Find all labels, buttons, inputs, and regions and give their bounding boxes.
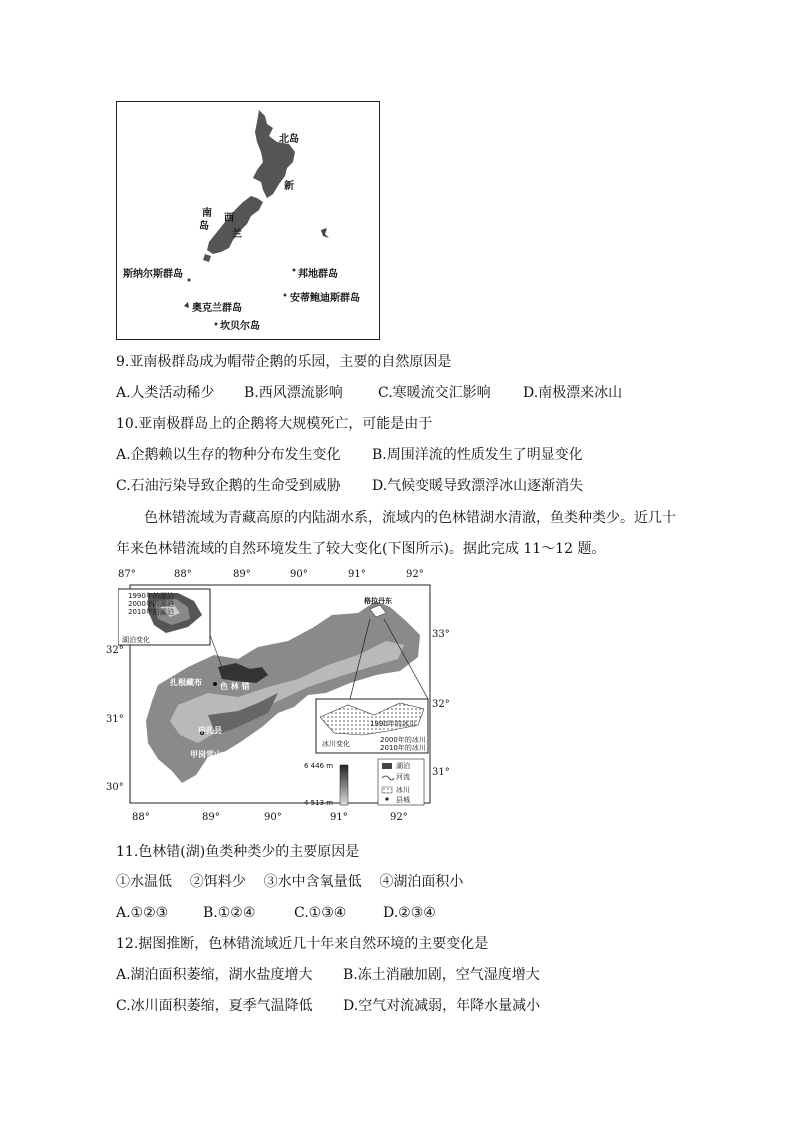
label-geladandong: 格拉丹东 xyxy=(364,597,392,605)
top-tick-2: 88° xyxy=(174,569,192,580)
legend-lake: 湖泊 xyxy=(396,762,410,770)
label-selincuo: 色 林 错 xyxy=(220,682,250,691)
label-lan: 兰 xyxy=(232,229,242,240)
q10-option-d: D.气候变暖导致漂浮冰山逐渐消失 xyxy=(372,478,584,494)
left-tick-1: 32° xyxy=(106,645,124,656)
q11-option-c: C.①③④ xyxy=(294,905,347,921)
label-dao: 岛 xyxy=(199,221,209,232)
left-tick-3: 30° xyxy=(106,782,124,793)
inset-glacier-title: 冰川变化 xyxy=(322,740,350,748)
passage-line2: 年来色林错流域的自然环境发生了较大变化(下图所示)。据此完成 11～12 题。 xyxy=(116,541,606,557)
elevation-high: 6 446 m xyxy=(304,762,334,770)
q9-stem: 9.亚南极群岛成为帽带企鹅的乐园，主要的自然原因是 xyxy=(116,354,452,370)
q12-option-b: B.冻土消融加剧，空气湿度增大 xyxy=(343,967,540,983)
q12-option-a: A.湖泊面积萎缩，湖水盐度增大 xyxy=(116,967,313,983)
selincuo-basin-map xyxy=(106,569,450,825)
bottom-tick-1: 88° xyxy=(132,812,150,823)
legend-glacier: 冰川 xyxy=(396,786,410,794)
top-tick-3: 89° xyxy=(233,569,251,580)
bottom-tick-5: 92° xyxy=(390,812,408,823)
new-zealand-map xyxy=(116,101,380,340)
label-antipodes: 安蒂鲍迪斯群岛 xyxy=(290,293,360,304)
bottom-tick-2: 89° xyxy=(202,812,220,823)
label-auckland: 奥克兰群岛 xyxy=(192,303,242,314)
q11-items: ①水温低 ②饵料少 ③水中含氧量低 ④湖泊面积小 xyxy=(116,874,464,890)
label-north-island: 北岛 xyxy=(279,134,299,145)
label-nan: 南 xyxy=(202,208,212,219)
q11-option-d: D.②③④ xyxy=(383,905,436,921)
left-tick-2: 31° xyxy=(106,714,124,725)
bottom-tick-4: 91° xyxy=(330,812,348,823)
label-xi: 西 xyxy=(224,213,234,224)
q9-option-b: B.西风漂流影响 xyxy=(244,385,343,401)
q12-option-d: D.空气对流减弱，年降水量减小 xyxy=(343,998,541,1014)
q10-option-b: B.周围洋流的性质发生了明显变化 xyxy=(372,447,583,463)
top-tick-1: 87° xyxy=(118,569,136,580)
inset-lake-title: 湖泊变化 xyxy=(122,636,150,644)
legend-river: 河流 xyxy=(396,773,410,781)
passage-line1: 色林错流域为青藏高原的内陆湖水系，流域内的色林错湖水清澈，鱼类种类少。近几十 xyxy=(144,510,676,526)
right-tick-3: 31° xyxy=(432,767,450,778)
legend-county: 县城 xyxy=(396,796,410,804)
label-bounty: 邦地群岛 xyxy=(298,269,338,280)
right-tick-2: 32° xyxy=(432,699,450,710)
q10-option-c: C.石油污染导致企鹅的生命受到威胁 xyxy=(116,478,341,494)
label-xin: 新 xyxy=(284,181,294,192)
inset-lake-2010: 2010年的湖泊 xyxy=(128,608,174,616)
top-tick-5: 91° xyxy=(348,569,366,580)
inset-glacier-1990: 1990年的冰川 xyxy=(370,720,416,728)
inset-lake-1990: 1990年的湖泊 xyxy=(128,592,174,600)
q9-option-a: A.人类活动稀少 xyxy=(116,385,215,401)
inset-glacier-2000: 2000年的冰川 xyxy=(380,736,426,744)
inset-lake-2000: 2000年的湖泊 xyxy=(128,600,174,608)
bottom-tick-3: 90° xyxy=(264,812,282,823)
q11-stem: 11.色林错(湖)鱼类种类少的主要原因是 xyxy=(116,844,360,860)
q9-option-d: D.南极漂来冰山 xyxy=(523,385,623,401)
label-zhongzha: 申扎县 xyxy=(198,726,222,735)
q12-option-c: C.冰川面积萎缩，夏季气温降低 xyxy=(116,998,313,1014)
label-zharizangbu: 扎根藏布 xyxy=(170,678,202,687)
q11-option-b: B.①②④ xyxy=(203,905,256,921)
label-campbell: 坎贝尔岛 xyxy=(220,321,260,332)
q12-stem: 12.据图推断，色林错流域近几十年来自然环境的主要变化是 xyxy=(116,936,489,952)
label-snares: 斯纳尔斯群岛 xyxy=(123,269,183,280)
q11-option-a: A.①②③ xyxy=(116,905,169,921)
top-tick-6: 92° xyxy=(406,569,424,580)
label-jiagang: 甲岗雪山 xyxy=(190,750,222,759)
q10-stem: 10.亚南极群岛上的企鹅将大规模死亡，可能是由于 xyxy=(116,416,433,432)
top-tick-4: 90° xyxy=(290,569,308,580)
elevation-low: 4 513 m xyxy=(304,799,334,807)
q9-option-c: C.寒暖流交汇影响 xyxy=(378,385,491,401)
q10-option-a: A.企鹅赖以生存的物种分布发生变化 xyxy=(116,447,341,463)
inset-glacier-2010: 2010年的冰川 xyxy=(380,744,426,752)
right-tick-1: 33° xyxy=(432,629,450,640)
